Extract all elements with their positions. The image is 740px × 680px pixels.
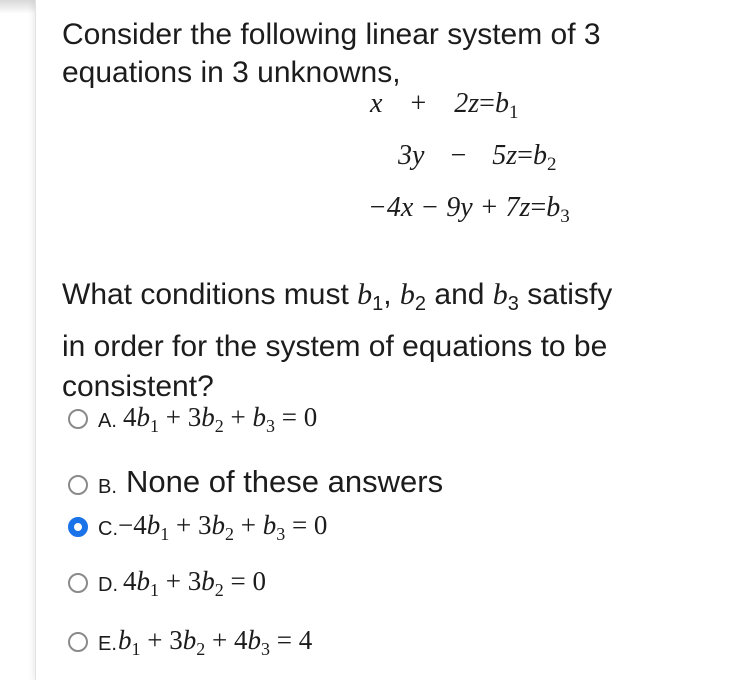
eq1-equals: = (479, 88, 495, 119)
eq1-rhs: b (494, 88, 509, 119)
eq2-operator: − (450, 140, 467, 171)
question-and: and (426, 278, 493, 311)
option-d-expression: $4b_1 + 3b_2 = 0$ (123, 566, 266, 600)
prompt-line-2: equations in 3 unknowns, (62, 56, 401, 89)
b3-subscript: 3 (507, 293, 519, 315)
option-e-letter: E. (98, 633, 117, 655)
question-line-3: consistent? (62, 370, 214, 403)
b1-subscript: 1 (372, 293, 384, 315)
radio-option-a[interactable] (68, 409, 88, 429)
eq1-rhs-subscript: 1 (508, 102, 519, 123)
option-a-letter: A. (98, 410, 117, 432)
question-line-2: in order for the system of equations to be (62, 330, 608, 363)
radio-option-d[interactable] (68, 573, 88, 593)
equation-1 (370, 88, 518, 124)
radio-option-b[interactable] (68, 475, 88, 495)
eq3-rhs: b (546, 192, 561, 223)
option-c-letter: C. (98, 518, 118, 540)
option-b-letter: B. (98, 476, 117, 498)
equation-3 (368, 192, 570, 228)
question-prompt (62, 16, 692, 92)
option-d-letter: D. (98, 574, 118, 596)
option-a-expression: $4b_1 + 3b_2 + b_3 = 0$ (123, 402, 318, 436)
eq1-term-b: 2z (454, 88, 480, 119)
option-c-expression: $-4b_1 + 3b_2 + b_3 = 0$ (118, 510, 328, 544)
b2-subscript: 2 (414, 293, 427, 315)
option-b-text: None of these answers (126, 464, 444, 499)
question-part2: satisfy (518, 278, 613, 311)
question-line-1 (62, 272, 702, 327)
b2-symbol: b (399, 278, 415, 311)
b1-symbol: b (357, 278, 373, 311)
eq3-rhs-subscript: 3 (560, 206, 570, 227)
eq1-operator: + (410, 88, 427, 119)
question-part1: What conditions must (62, 278, 358, 311)
eq2-equals: = (517, 140, 533, 171)
eq2-term-a: 3y (398, 140, 425, 171)
b3-symbol: b (492, 278, 508, 311)
question-separator: , (383, 278, 400, 311)
eq2-rhs: b (532, 140, 547, 171)
prompt-line-1: Consider the following linear system of 3 (62, 18, 601, 51)
eq1-term-a: x (370, 88, 383, 119)
eq3-equals: = (530, 192, 547, 223)
radio-option-c-selected[interactable] (68, 517, 88, 537)
eq2-rhs-subscript: 2 (546, 154, 557, 175)
equation-2 (398, 140, 556, 176)
eq2-term-b: 5z (492, 140, 518, 171)
option-e-expression: $b_1 + 3b_2 + 4b_3 = 4$ (118, 625, 313, 659)
question-text (62, 272, 702, 407)
eq3-lhs: −4x − 9y + 7z (368, 192, 531, 223)
radio-option-e[interactable] (68, 632, 88, 652)
